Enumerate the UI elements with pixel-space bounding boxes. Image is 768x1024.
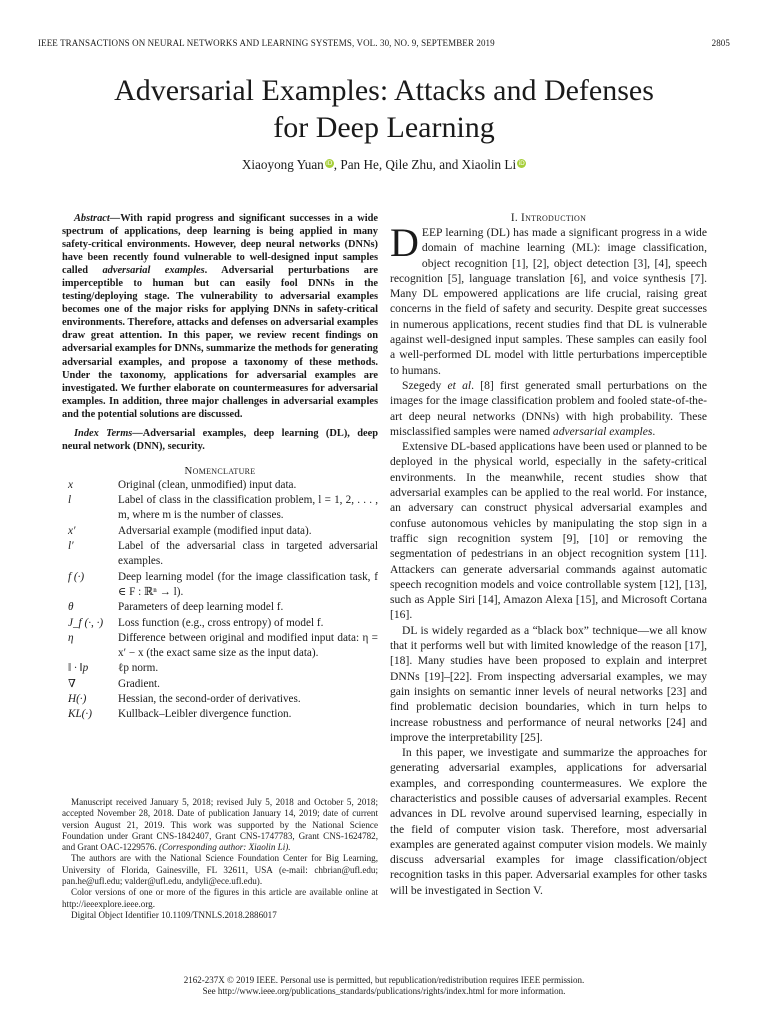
nomenclature-desc: Gradient. (118, 677, 160, 690)
nomenclature-row (62, 493, 378, 524)
nomenclature-row (62, 661, 378, 676)
nomenclature-symbol: KL(·) (68, 708, 92, 721)
nomenclature-desc: Difference between original and modified input data: η = x′ − x (the exact same size as the input data). (118, 631, 378, 660)
left-column (62, 212, 378, 723)
intro-paragraph-5: In this paper, we investigate and summarize the approaches for generating adversarial examples, applications for adversarial examples, and corresponding countermeasures. We explore the characteristics and possible causes of adversarial examples. Recent advances in DL revolve around supervised learning, especially in the field of computer vision task. Therefore, most adversarial examples are generated against computer vision models. We mainly discuss adversarial examples for image classification/object recognition tasks in this paper. Adversarial examples for other tasks will be investigated in Section V. (390, 746, 707, 897)
title-line-1: Adversarial Examples: Attacks and Defenses (114, 74, 654, 107)
nomenclature-desc: Original (clean, unmodified) input data. (118, 478, 297, 491)
intro-p1-text: EEP learning (DL) has made a significant progress in a wide domain of machine learning (ML): image classification, object recognition [1], [2], object detection [3], [4], speech recognition [5], language translation [6], and voice synthesis [7]. Many DL empowered applications are life crucial, raising great concerns in the field of safety and security. Despite great successes in numerous applications, recent studies find that DL is vulnerable against well-designed input samples. These samples can easily fool a well-performed DL model with little perturbations imperceptible to humans. (390, 226, 707, 377)
intro-p2-b: . [8] first generated small perturbations on the images for the image classification problem and fooled state-of-the-art deep neural networks (DNNs) with high probability. These misclassified samples were named (390, 378, 707, 438)
author-rest: , Pan He, Qile Zhu, and Xiaolin Li (333, 157, 517, 172)
index-terms (62, 427, 378, 453)
section-heading-introduction: I. Introduction (510, 212, 587, 224)
nomenclature-list (62, 478, 378, 723)
abstract-label: Abstract— (74, 213, 121, 224)
nomenclature-symbol: H(·) (68, 693, 87, 705)
nomenclature-desc: Parameters of deep learning model f. (118, 601, 284, 614)
intro-paragraph-3: Extensive DL-based applications have been used or planned to be deployed in the physical world, especially in the safety-critical environments. In the meanwhile, recent studies show that adversarial examples can be applied to the real world. For instance, an adversary can construct physical adversarial examples and confuse autonomous vehicles by manipulating the stop sign in a traffic sign recognition system [9], [10] or removing the segmentation of pedestrians in an object recognition system [11]. Attackers can generate adversarial commands against automatic speech recognition models and voice controllable system [12], [13], such as Apple Siri [14], Amazon Alexa [15], and Microsoft Cortana [16]. (390, 440, 707, 622)
nomenclature-symbol: ∇ (68, 677, 76, 690)
nomenclature-desc: Hessian, the second-order of derivatives. (118, 693, 301, 705)
orcid-icon[interactable]: iD (326, 160, 333, 167)
footnote-color-versions: Color versions of one or more of the figures in this article are available online at http://ieeexplore.ieee.org. (62, 887, 378, 909)
nomenclature-row (62, 600, 378, 615)
nomenclature-row (62, 692, 378, 707)
footnote-manuscript: Manuscript received January 5, 2018; revised July 5, 2018 and October 5, 2018; accepted November 28, 2018. Date of publication January 14, 2019; date of current version August 21, 2019. This work was supported by the National Science Foundation under Grant CNS-1842407, Grant CNS-1747783, Grant CNS-1624782, and Grant OAC-1229576. (62, 797, 378, 853)
running-header (38, 38, 730, 50)
nomenclature-heading: Nomenclature (184, 464, 256, 477)
page-number: 2805 (711, 38, 730, 48)
intro-p2-term: adversarial examples (552, 424, 653, 438)
nomenclature-row (62, 616, 378, 631)
footnote-affiliation: The authors are with the National Science Foundation Center for Big Learning, University of Florida, Gainesville, FL 32611, USA (e-mail: chbrian@ufl.edu; pan.he@ufl.edu; valder@ufl.edu, andyli@ece.ufl.edu). (62, 853, 378, 887)
abstract-text-b: . Adversarial perturbations are imperceptible to human but can easily fool DNNs in the testing/deploying stage. The vulnerability to adversarial examples becomes one of the major risks for applying DNNs in safety-critical environments. Therefore, attacks and defenses on adversarial examples draw great attention. In this paper, we review recent findings on adversarial examples for DNNs, summarize the methods for generating adversarial examples, and propose a taxonomy of these methods. Under the taxonomy, applications for adversarial examples are investigated. We further elaborate on countermeasures for adversarial examples. In addition, three major challenges in adversarial examples and the potential solutions are discussed. (62, 265, 378, 420)
intro-p2-c: . (652, 424, 656, 438)
nomenclature-symbol: η (68, 631, 74, 644)
nomenclature-desc: Label of class in the classification problem, l = 1, 2, . . . , m, where m is the number of classes. (118, 494, 378, 522)
paper-title (0, 72, 768, 146)
nomenclature-desc: Deep learning model (for the image classification task, f ∈ F : ℝⁿ → l). (118, 570, 378, 598)
nomenclature-symbol: x (68, 478, 73, 491)
nomenclature-desc: Label of the adversarial class in targeted adversarial examples. (118, 540, 378, 568)
nomenclature-symbol: x′ (68, 524, 76, 537)
copyright-notice (0, 975, 768, 997)
nomenclature-row (62, 539, 378, 570)
author-1: Xiaoyong Yuan (241, 157, 324, 172)
nomenclature-row (62, 677, 378, 692)
nomenclature-symbol: f (·) (68, 570, 85, 583)
nomenclature-symbol: l (68, 494, 72, 507)
copyright-line-1: 2162-237X © 2019 IEEE. Personal use is permitted, but republication/redistribution requires IEEE permission. (183, 975, 585, 985)
orcid-icon[interactable]: iD (518, 160, 525, 167)
footnote-doi[interactable]: Digital Object Identifier 10.1109/TNNLS.2018.2886017 (71, 909, 277, 920)
journal-name: IEEE TRANSACTIONS ON NEURAL NETWORKS AND LEARNING SYSTEMS, VOL. 30, NO. 9, SEPTEMBER 2019 (38, 38, 495, 48)
nomenclature-desc: Loss function (e.g., cross entropy) of model f. (118, 616, 324, 629)
footnote (62, 797, 378, 921)
intro-p2-a: Szegedy (402, 378, 448, 392)
corresponding-author: (Corresponding author: Xiaolin Li). (159, 842, 291, 853)
nomenclature-desc: Adversarial example (modified input data). (118, 524, 312, 537)
abstract-text-a: With rapid progress and significant successes in a wide spectrum of applications, deep learning is being applied in many safety-critical environments. However, deep neural networks (DNNs) have been recently found vulnerable to well-designed input samples called (62, 213, 378, 277)
nomenclature-symbol: ‖ · ‖p (68, 662, 89, 675)
nomenclature-row (62, 524, 378, 539)
drop-cap: D (390, 220, 419, 265)
nomenclature-row (62, 707, 378, 722)
intro-paragraph-2 (390, 378, 707, 439)
intro-p2-etal: et al (447, 378, 472, 392)
nomenclature-row (62, 478, 378, 493)
nomenclature-desc: Kullback–Leibler divergence function. (118, 708, 292, 721)
nomenclature-symbol: J_f (·, ·) (68, 616, 104, 629)
intro-paragraph-4: DL is widely regarded as a “black box” technique—we all know that it performs well but with limited knowledge of the reason [17], [18]. Many studies have been proposed to explain and interpret DNNs [19]–[22]. From inspecting adversarial examples, we may gain insights on semantic inner levels of neural networks [23] and find problematic decision boundaries, which in turn helps to increase robustness and performance of neural networks [24] and improve the interpretability [25]. (390, 623, 707, 744)
index-terms-text: Adversarial examples, deep learning (DL), deep neural network (DNN), security. (62, 427, 378, 452)
author-list (0, 157, 768, 173)
nomenclature-row (62, 631, 378, 662)
abstract (62, 212, 378, 421)
abstract-emphasis: adversarial examples (102, 265, 205, 277)
intro-paragraph-1 (390, 220, 707, 378)
nomenclature-row (62, 570, 378, 601)
nomenclature-symbol: l′ (68, 540, 74, 553)
copyright-line-2[interactable]: See http://www.ieee.org/publications_standards/publications/rights/index.html for more information. (202, 986, 566, 996)
title-line-2: for Deep Learning (273, 111, 495, 144)
right-column (390, 212, 707, 898)
nomenclature-symbol: θ (68, 601, 74, 614)
index-terms-label: Index Terms— (74, 427, 143, 439)
nomenclature-desc: ℓp norm. (118, 662, 159, 675)
